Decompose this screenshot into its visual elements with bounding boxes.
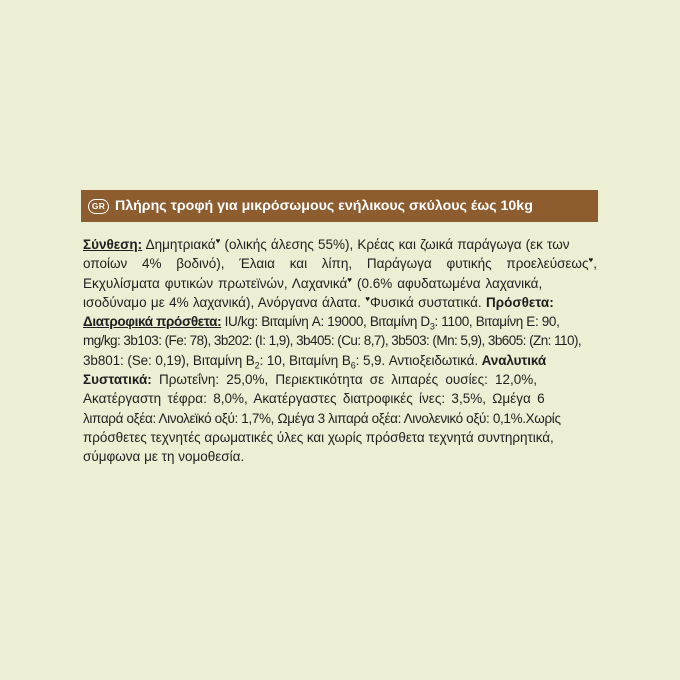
heart-symbol: ♥	[365, 294, 370, 304]
subscript: 6	[350, 360, 356, 371]
heart-symbol: ♥	[347, 275, 353, 285]
text-fragment: ,	[593, 256, 597, 272]
text-line-7	[83, 351, 597, 370]
text-line-4	[83, 293, 597, 312]
text-fragment-with-heart	[506, 254, 597, 273]
text-fragment: και	[289, 256, 308, 272]
text-fragment: Έλαια	[239, 256, 275, 272]
text-fragment: φυτικής	[446, 256, 492, 272]
text-fragment: λιπαρά οξέα: Λινολεϊκό οξύ: 1,7%, Ωμέγα 3 λιπαρά οξέα: Λινολενικό οξύ: 0,1%.Χωρίς	[83, 410, 561, 426]
text-line-5	[83, 312, 597, 331]
text-fragment: οποίων	[83, 256, 128, 272]
text-fragment: Δημητριακά	[145, 237, 216, 252]
subscript: 2	[254, 360, 260, 371]
composition-heading: Σύνθεση:	[83, 237, 143, 252]
text-line-11	[83, 428, 597, 447]
text-fragment: λίπη,	[321, 256, 353, 272]
banner-title: Πλήρης τροφή για μικρόσωμους ενήλικους σκύλους έως 10kg	[115, 198, 533, 214]
text-line-9	[83, 389, 597, 408]
text-fragment: (ολικής άλεσης 55%),	[224, 237, 354, 252]
text-line-10	[83, 409, 597, 428]
text-fragment: σύμφωνα με τη νομοθεσία.	[83, 449, 245, 465]
nutritional-additives-heading: Διατροφικά πρόσθετα:	[83, 314, 222, 330]
text-fragment: πρόσθετες τεχνητές αρωματικές ύλες και χωρίς πρόσθετα τεχνητά συντηρητικά,	[83, 429, 554, 445]
text-fragment: 3b801: (Se: 0,19), Βιταμίνη B	[83, 352, 255, 368]
text-fragment: Φυσικά συστατικά.	[369, 294, 482, 310]
text-fragment: βοδινό),	[176, 256, 225, 272]
text-fragment: : 5,9. Αντιοξειδωτικά.	[355, 352, 478, 368]
text-fragment: 4%	[141, 256, 162, 272]
analytical-heading: Αναλυτικά	[481, 352, 547, 368]
text-fragment: : 1100, Βιταμίνη E: 90,	[434, 314, 560, 330]
text-fragment: (0.6% αφυδατωμένα λαχανικά,	[357, 275, 543, 291]
analytical-constituents-heading: Συστατικά:	[83, 372, 152, 388]
text-line-12	[83, 447, 597, 466]
heart-symbol: ♥	[215, 236, 221, 246]
text-line-8	[83, 370, 597, 389]
text-fragment: : 10, Βιταμίνη B	[259, 352, 351, 368]
text-fragment: Ακατέργαστη τέφρα: 8,0%, Ακατέργαστες διατροφικές ίνες: 3,5%, Ωμέγα 6	[83, 391, 545, 407]
additives-heading: Πρόσθετα:	[486, 294, 554, 310]
text-fragment: mg/kg: 3b103: (Fe: 78), 3b202: (I: 1,9), 3b405: (Cu: 8,7), 3b503: (Mn: 5,9), 3b605: (Zn: 110),	[83, 333, 582, 349]
text-line-2	[83, 254, 597, 273]
text-fragment: Κρέας και ζωικά παράγωγα (εκ των	[357, 237, 570, 252]
subscript: 3	[429, 321, 435, 332]
text-fragment: Λαχανικά	[291, 275, 348, 291]
text-fragment: Εκχυλίσματα φυτικών πρωτεϊνών,	[83, 275, 288, 291]
language-badge-gr: GR	[88, 199, 109, 214]
text-fragment: Πρωτεΐνη: 25,0%, Περιεκτικότητα σε λιπαρές ουσίες: 12,0%,	[158, 372, 538, 388]
text-fragment: Παράγωγα	[366, 256, 432, 272]
text-fragment: προελεύσεως	[506, 256, 589, 272]
text-line-6	[83, 331, 597, 350]
text-line-1	[83, 235, 597, 254]
text-line-3	[83, 274, 597, 293]
title-banner	[81, 190, 598, 222]
text-fragment: IU/kg: Βιταμίνη A: 19000, Βιταμίνη D	[224, 314, 430, 330]
heart-symbol: ♥	[588, 255, 594, 265]
ingredients-text-block	[83, 235, 597, 467]
text-fragment: ισοδύναμο με 4% λαχανικά), Ανόργανα άλατα.	[83, 294, 361, 310]
